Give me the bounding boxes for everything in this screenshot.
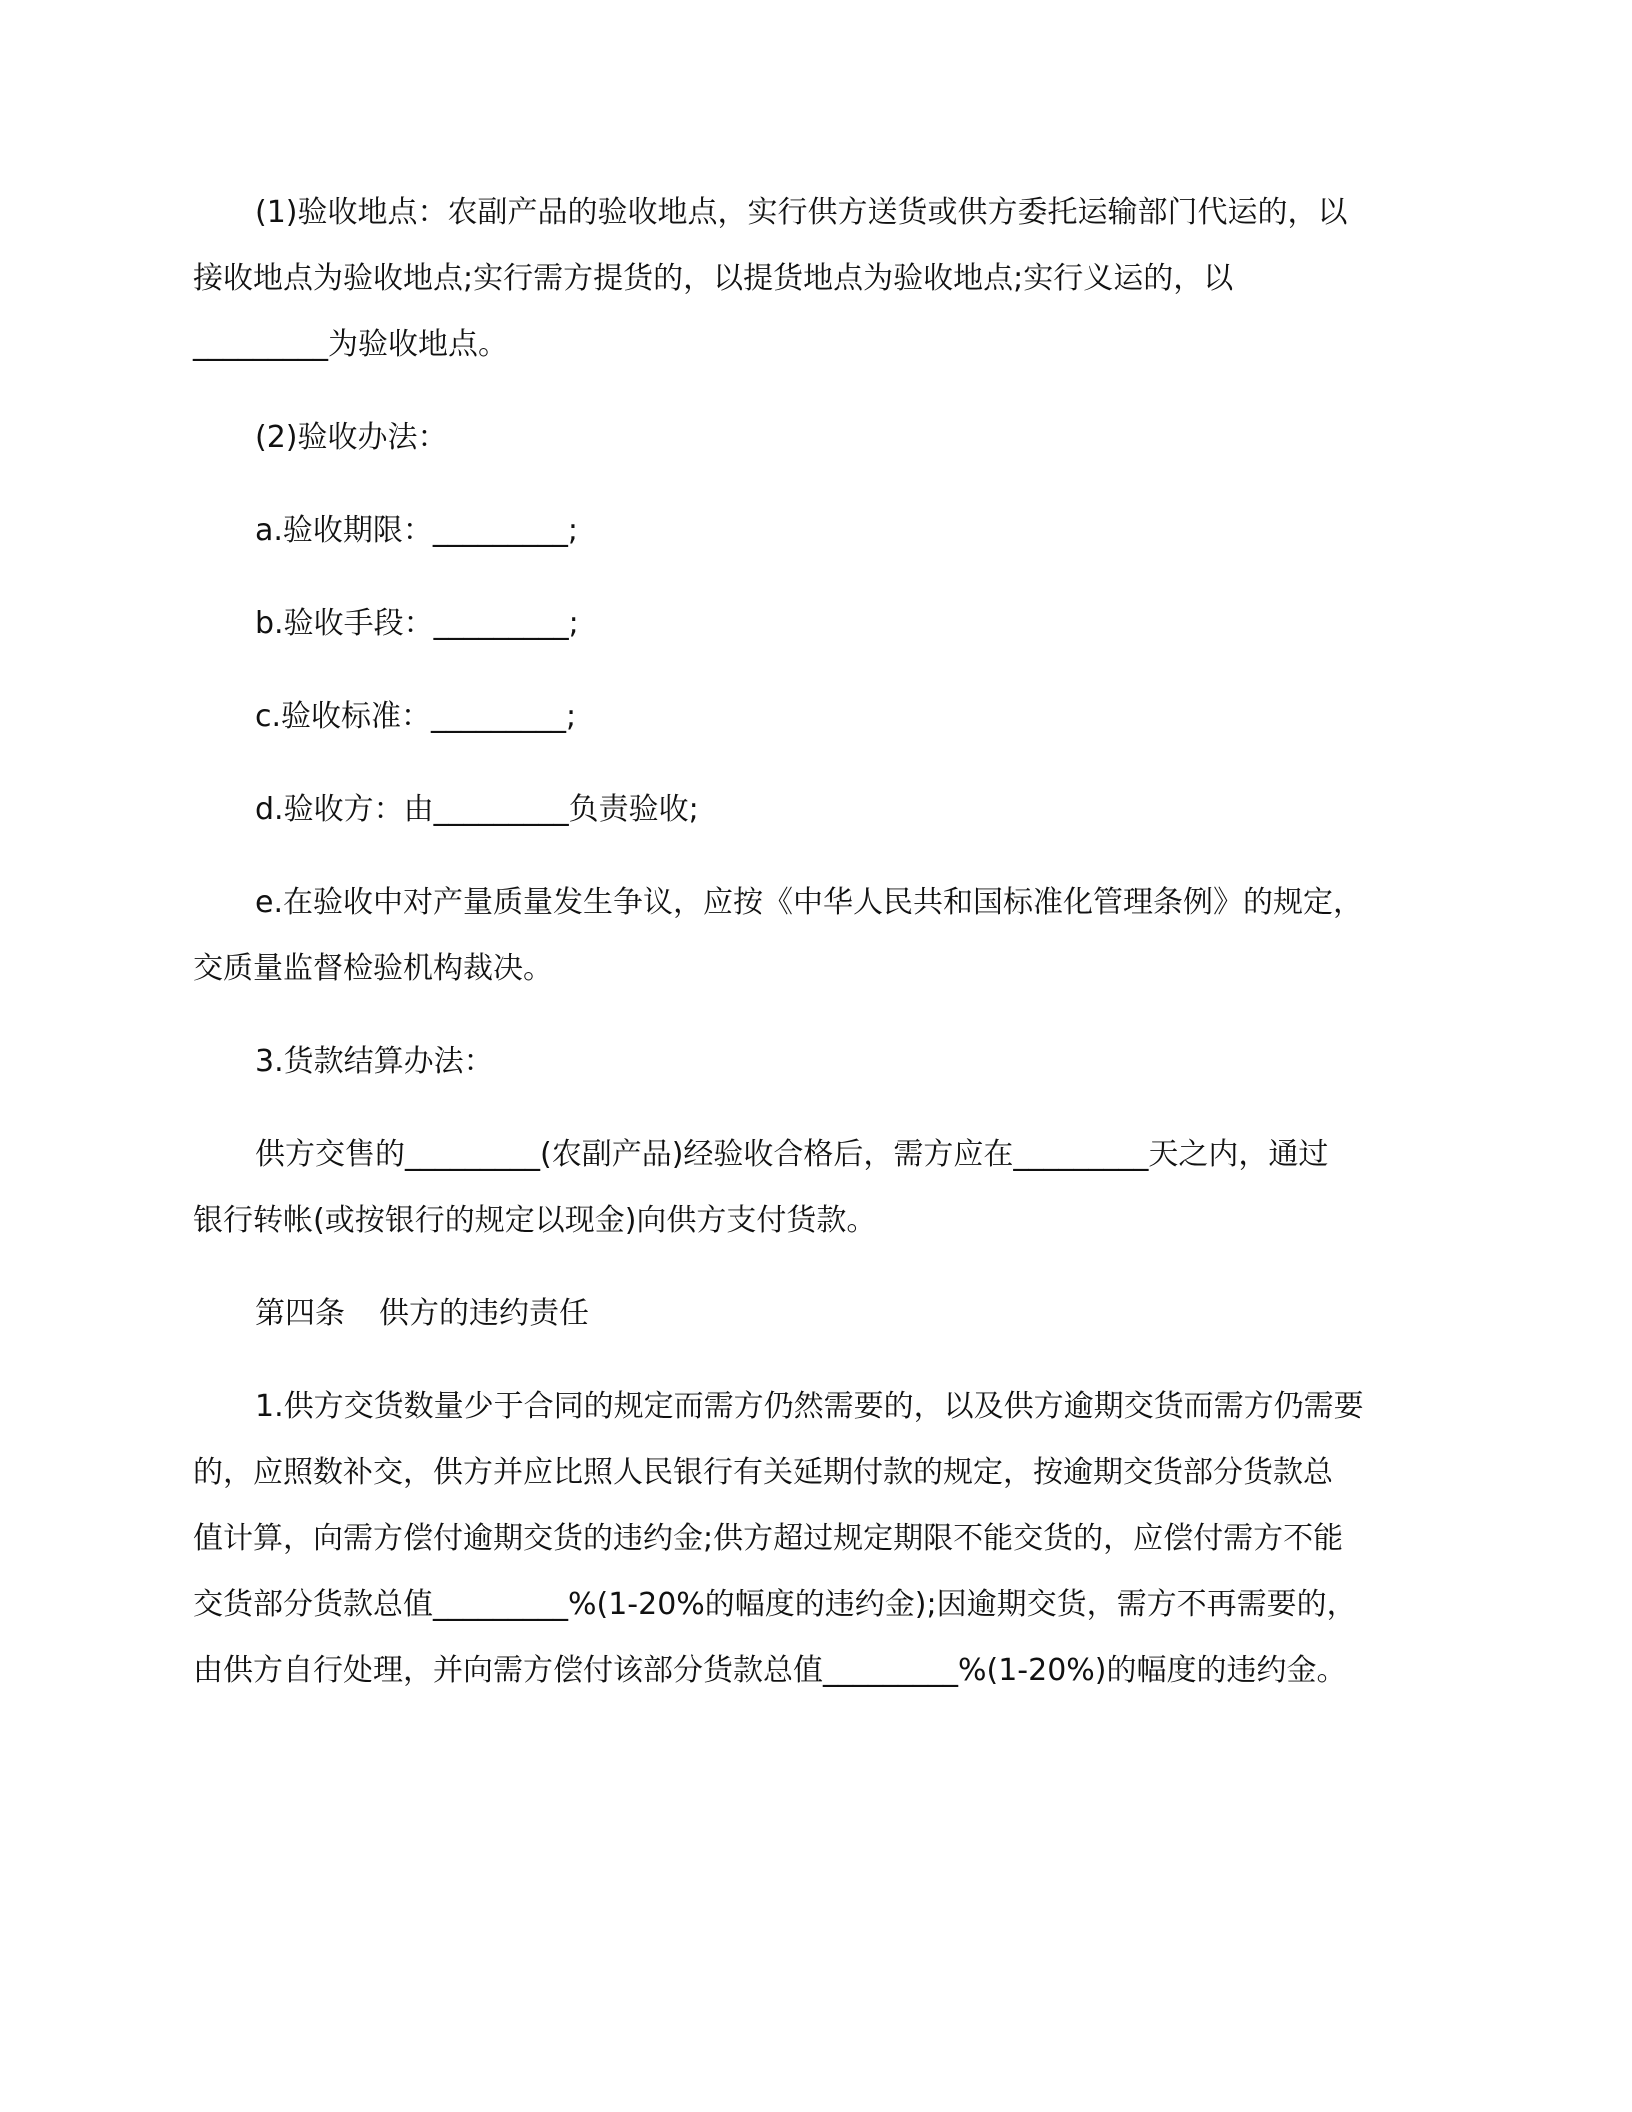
item-c-acceptance-standard: c.验收标准：_________; [255,699,577,734]
article-4-number: 第四条 [255,1296,345,1331]
item-e-dispute-line-1: e.在验收中对产量质量发生争议，应按《中华人民共和国标准化管理条例》的规定， [255,885,1363,920]
liability-clause-line-3: 值计算，向需方偿付逾期交货的违约金;供方超过规定期限不能交货的，应偿付需方不能 [193,1521,1344,1556]
payment-terms-line-2: 银行转帐(或按银行的规定以现金)向供方支付货款。 [193,1203,877,1238]
liability-clause-line-2: 的，应照数补交，供方并应比照人民银行有关延期付款的规定，按逾期交货部分货款总 [193,1455,1333,1490]
acceptance-location-line-3: _________为验收地点。 [193,327,508,362]
article-4-heading [255,1281,1505,1347]
item-e-dispute-line-2: 交质量监督检验机构裁决。 [193,951,553,986]
payment-settlement-heading: 3.货款结算办法： [255,1044,494,1079]
payment-terms-line-1: 供方交售的_________(农副产品)经验收合格后，需方应在_________天之内，通过 [255,1137,1329,1172]
liability-clause-line-1: 1.供方交货数量少于合同的规定而需方仍然需要的，以及供方逾期交货而需方仍需要 [255,1389,1364,1424]
acceptance-location-line-2: 接收地点为验收地点;实行需方提货的，以提货地点为验收地点;实行义运的，以 [193,261,1234,296]
item-a-acceptance-period: a.验收期限：_________; [255,513,579,548]
article-4-title: 供方的违约责任 [379,1296,589,1331]
item-b-acceptance-means: b.验收手段：_________; [255,606,579,641]
item-d-acceptance-party: d.验收方：由_________负责验收; [255,792,699,827]
liability-clause-line-5: 由供方自行处理，并向需方偿付该部分货款总值_________%(1-20%)的幅度的违约金。 [193,1653,1347,1688]
liability-clause-line-4: 交货部分货款总值_________%(1-20%的幅度的违约金);因逾期交货，需方不再需要的， [193,1587,1357,1622]
acceptance-method-heading: (2)验收办法： [255,420,448,455]
acceptance-location-line-1: (1)验收地点：农副产品的验收地点，实行供方送货或供方委托运输部门代运的，以 [255,195,1348,230]
